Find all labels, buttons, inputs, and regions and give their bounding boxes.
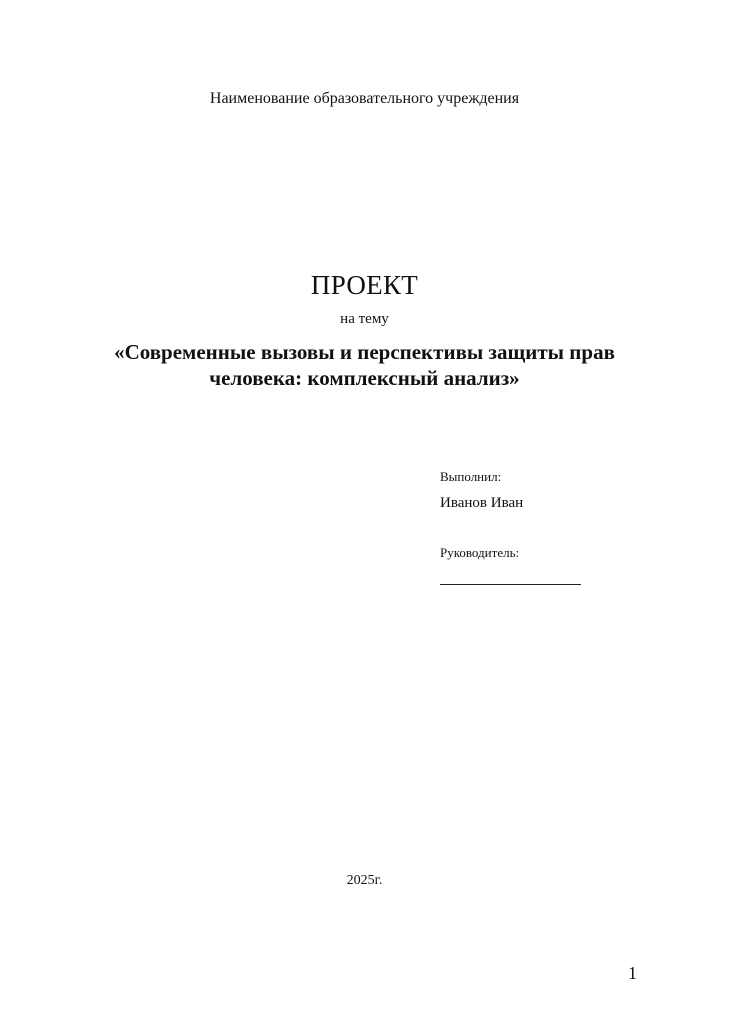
page-number: 1 xyxy=(628,963,637,983)
project-topic-title xyxy=(80,339,649,391)
author-name: Иванов Иван xyxy=(440,495,524,511)
project-topic-title-line2: человека: комплексный анализ» xyxy=(209,366,520,390)
document-type-heading: ПРОЕКТ xyxy=(310,270,419,300)
topic-prefix: на тему xyxy=(340,311,389,327)
author-label: Выполнил: xyxy=(440,469,502,484)
supervisor-signature-line xyxy=(440,572,581,585)
year: 2025г. xyxy=(346,873,383,888)
institution-name: Наименование образовательного учреждения xyxy=(209,90,520,107)
author-block xyxy=(440,468,680,585)
supervisor-label: Руководитель: xyxy=(440,545,520,560)
project-topic-title-line1: «Современные вызовы и перспективы защиты прав xyxy=(114,340,615,364)
